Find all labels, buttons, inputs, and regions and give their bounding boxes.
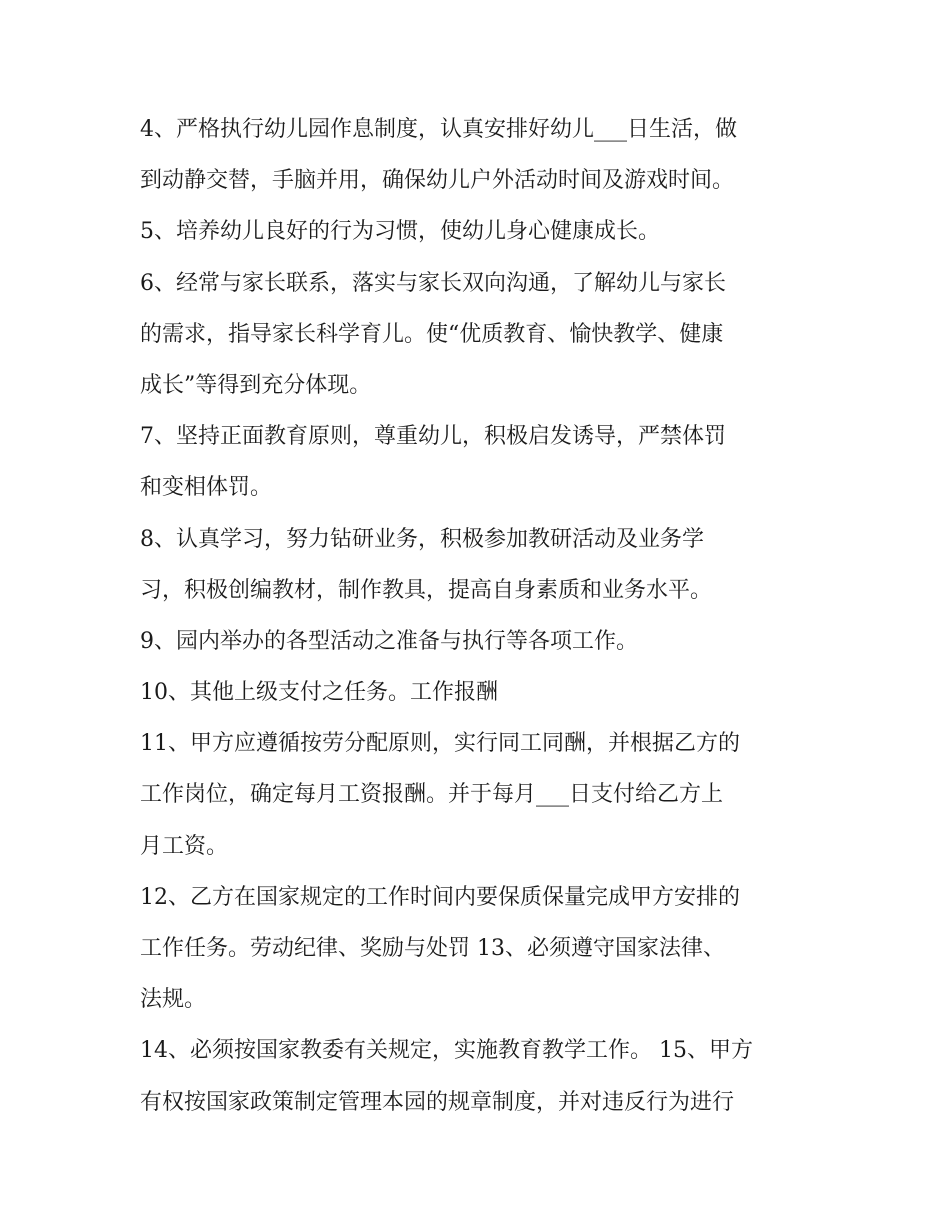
text-line: 11、甲方应遵循按劳分配原则，实行同工同酬，并根据乙方的: [140, 731, 740, 757]
text-line: 的需求，指导家长科学育儿。使“优质教育、愉快教学、健康: [140, 321, 724, 347]
text-line: 有权按国家政策制定管理本园的规章制度，并对违反行为进行: [140, 1089, 735, 1115]
text-line: 到动静交替，手脑并用，确保幼儿户外活动时间及游戏时间。: [140, 168, 735, 194]
text-line: 7、坚持正面教育原则，尊重幼儿，积极启发诱导，严禁体罚: [140, 424, 726, 450]
text-line: 工作岗位，确定每月工资报酬。并于每月___日支付给乙方上: [140, 782, 724, 808]
document-body: [140, 104, 812, 1128]
text-line: 工作任务。劳动纪律、奖励与处罚 13、必须遵守国家法律、: [140, 936, 725, 961]
text-line: 习，积极创编教材，制作教具，提高自身素质和业务水平。: [140, 577, 713, 603]
text-line: 12、乙方在国家规定的工作时间内要保质保量完成甲方安排的: [140, 884, 740, 910]
text-line: 14、必须按国家教委有关规定，实施教育教学工作。 15、甲方: [140, 1038, 753, 1064]
text-line: 10、其他上级支付之任务。工作报酬: [140, 680, 498, 706]
text-line: 月工资。: [140, 833, 229, 859]
text-line: 5、培养幼儿良好的行为习惯，使幼儿身心健康成长。: [140, 219, 660, 245]
text-line: 法规。: [140, 987, 207, 1013]
text-line: 成长”等得到充分体现。: [140, 372, 372, 398]
text-line: 4、严格执行幼儿园作息制度，认真安排好幼儿___日生活，做: [140, 117, 737, 142]
text-line: 9、园内举办的各型活动之准备与执行等各项工作。: [140, 628, 638, 654]
text-line: 8、认真学习，努力钻研业务，积极参加教研活动及业务学: [140, 526, 704, 552]
text-line: 6、经常与家长联系，落实与家长双向沟通，了解幼儿与家长: [140, 270, 726, 296]
text-line: 和变相体罚。: [140, 475, 273, 501]
